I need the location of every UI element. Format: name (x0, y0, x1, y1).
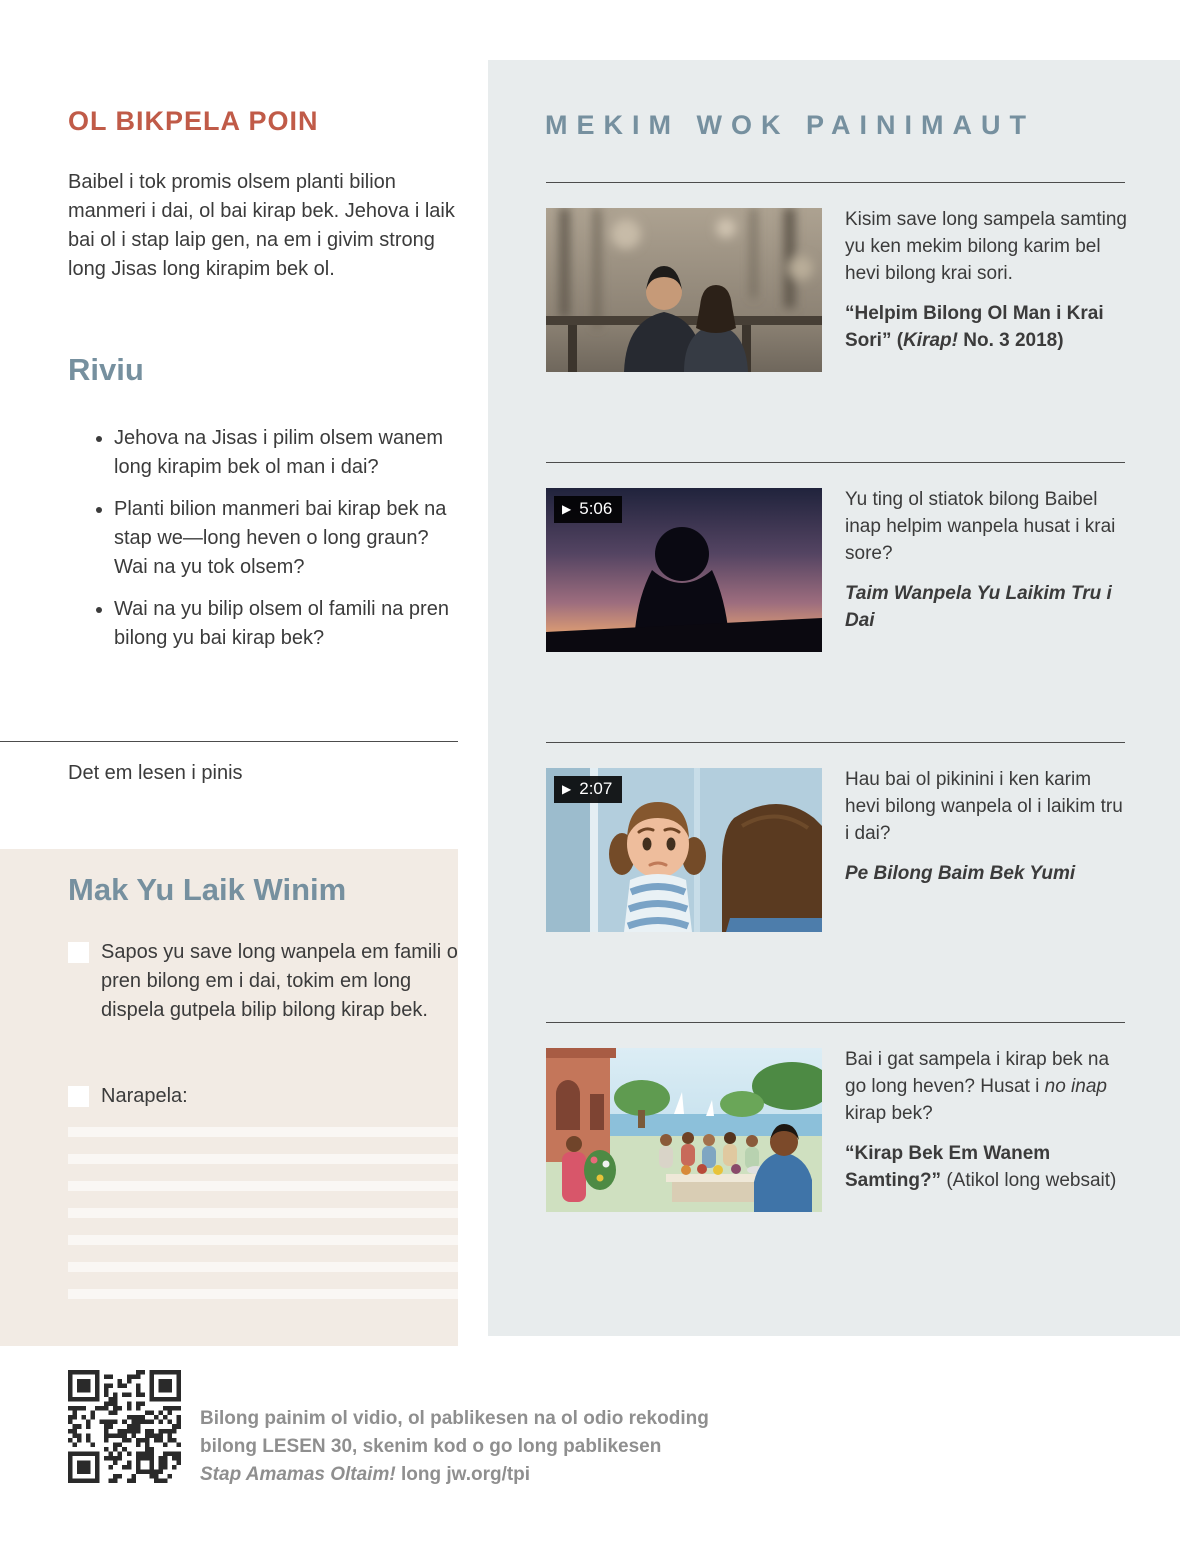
item-reference: “Helpim Bilong Ol Man i Krai Sori” (Kirap! No. 3 2018) (845, 303, 1104, 351)
video-thumbnail-grieving-man[interactable] (546, 488, 822, 652)
item-body: Hau bai ol pikinini i ken karim hevi bilong wanpela ol i laikim tru i dai? (845, 769, 1123, 844)
goals-title: Mak Yu Laik Winim (68, 872, 347, 907)
item-reference: “Kirap Bek Em Wanem Samting?” (Atikol long websait) (845, 1143, 1117, 1191)
goal-checkbox[interactable] (68, 942, 89, 963)
article-image-paradise-gathering (546, 1048, 822, 1212)
answer-line[interactable] (68, 1181, 458, 1191)
review-question: • Jehova na Jisas i pilim olsem wanem long kirapim bek ol man i dai? (114, 424, 466, 482)
section-divider (546, 742, 1125, 743)
main-points-text: Baibel i tok promis olsem planti bilion manmeri i dai, ol bai kirap bek. Jehova i laik bai ol i stap laip gen, na em i givim strong long Jisas long kirapim bek ol. (68, 171, 455, 280)
article-image-grieving-couple (546, 208, 822, 372)
find-out-item (845, 1046, 1128, 1194)
find-out-title: MEKIM WOK PAINIMAUT (545, 110, 1035, 140)
answer-line[interactable] (68, 1208, 458, 1218)
find-out-item (845, 766, 1128, 887)
main-points-title: OL BIKPELA POIN (68, 106, 319, 136)
section-divider (546, 1022, 1125, 1023)
video-duration-badge (554, 496, 622, 523)
goal-text: Narapela: (101, 1085, 188, 1107)
review-question-list (92, 424, 466, 666)
section-divider (546, 462, 1125, 463)
item-body: Bai i gat sampela i kirap bek na go long heven? Husat i no inap kirap bek? (845, 1049, 1110, 1124)
item-body: Yu ting ol stiatok bilong Baibel inap helpim wanpela husat i krai sore? (845, 489, 1116, 564)
video-duration: 5:06 (579, 499, 613, 518)
qr-code (68, 1370, 181, 1483)
section-divider (546, 182, 1125, 183)
review-question: • Planti bilion manmeri bai kirap bek na stap we—long heven o long graun? Wai na yu tok olsem? (114, 495, 466, 582)
video-duration-badge (554, 776, 622, 803)
review-title: Riviu (68, 352, 144, 387)
play-icon: ▶ (562, 782, 572, 796)
answer-line[interactable] (68, 1154, 458, 1164)
item-reference: Pe Bilong Baim Bek Yumi (845, 863, 1076, 884)
video-duration: 2:07 (579, 779, 613, 798)
goal-item (68, 938, 462, 1025)
lesson-completed-label: Det em lesen i pinis (68, 762, 243, 784)
review-question: • Wai na yu bilip olsem ol famili na pren bilong yu bai kirap bek? (114, 595, 466, 653)
answer-line[interactable] (68, 1127, 458, 1137)
find-out-item (845, 206, 1128, 354)
answer-lines (68, 1127, 458, 1316)
date-completed-line (0, 741, 458, 742)
answer-line[interactable] (68, 1289, 458, 1299)
item-reference: Taim Wanpela Yu Laikim Tru i Dai (845, 583, 1112, 631)
find-out-item (845, 486, 1128, 634)
video-thumbnail-animated-girl[interactable] (546, 768, 822, 932)
play-icon: ▶ (562, 502, 572, 516)
item-body: Kisim save long sampela samting yu ken mekim bilong karim bel hevi bilong krai sori. (845, 209, 1127, 284)
goal-checkbox[interactable] (68, 1086, 89, 1107)
footer-note: Bilong painim ol vidio, ol pablikesen na ol odio rekoding bilong LESEN 30, skenim kod o go long pablikesen Stap Amamas Oltaim! long jw.org/tpi (200, 1408, 709, 1485)
answer-line[interactable] (68, 1262, 458, 1272)
goal-item-other (68, 1082, 462, 1111)
answer-line[interactable] (68, 1235, 458, 1245)
goal-text: Sapos yu save long wanpela em famili o pren bilong em i dai, tokim em long dispela gutpela bilip bilong kirap bek. (101, 941, 458, 1021)
